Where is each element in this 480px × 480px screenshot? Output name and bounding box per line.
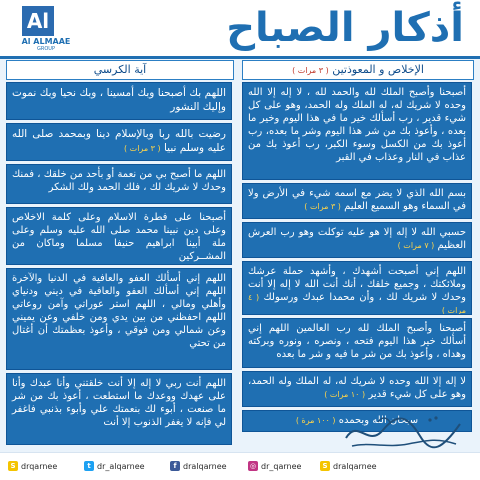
dhikr-text: حسبي الله لا إله إلا هو عليه توكلت وهو رب العرش العظيم [248, 227, 466, 251]
dhikr-text: أصبحنا على فطرة الاسلام وعلى كلمة الاخلاص وعلى دين نبينا محمد صلى الله عليه وسلم وعلى ملة أبينا ابراهيم حنيفا مسلما وماكان من المشــركين [12, 212, 226, 262]
dhikr-card [242, 82, 472, 180]
dhikr-text: رضيت بالله ربا وبالإسلام دينا وبمحمد صلى الله عليه وسلم نبيا [12, 128, 226, 154]
repeat-count: ( ١٠٠ مرة ) [295, 416, 336, 425]
repeat-count: ( ٣ مرات ) [124, 144, 161, 153]
snapchat-icon: S [320, 461, 330, 471]
dhikr-card [6, 373, 232, 445]
dhikr-text: اللهم ما أصبح بي من نعمة أو بأحد من خلقك ، فمنك وحدك لا شريك لك ، فلك الحمد ولك الشكر [12, 169, 226, 193]
social-handle[interactable] [8, 461, 57, 471]
dhikr-text: اللهم إني أسألك العفو والعافية في الدنيا والآخرة اللهم إني أسألك العفو والعافية في ديني ودنياي وأهلي ومالي ، اللهم استر عوراتي وآمن روعاتي اللهم احفظني من بين يدي ومن خلفي وعن يميني وعن شمالي ومن فوقي ، وأعوذ بعظمتك أن أغتال من تحتي [12, 273, 226, 349]
dhikr-text: اللهم إني أصبحت أشهدك ، وأشهد حملة عرشك وملائكتك ، وجميع خلقك ، أنك أنت الله لا إله إلا أنت وحدك لا شريك لك ، وأن محمدا عبدك ورسولك [248, 266, 467, 303]
snapchat-icon: S [8, 461, 18, 471]
social-handle[interactable] [320, 461, 377, 471]
repeat-count: ( ٣ مرات ) [304, 202, 341, 211]
facebook-icon: f [170, 461, 180, 471]
header [0, 0, 480, 59]
dhikr-card [6, 268, 232, 370]
handle-label: drqarnee [21, 461, 58, 471]
dhikr-text: أصبحنا وأصبح الملك لله والحمد لله ، لا إله إلا الله وحده لا شريك له، له الملك وله الحمد، وهو على كل شيء قدير ، رب أسألك خير ما في هذا اليوم وخير ما بعده ، وأعوذ بك من شر هذا اليوم وشر ما بعده، رب أعوذ بك من الكسل وسوء الكبر، رب أعوذ بك من عذاب في النار وعذاب في القبر [248, 87, 466, 163]
logo-group: GROUP [37, 46, 55, 52]
left-column-heading [6, 60, 234, 80]
dhikr-text: سبحان الله وبحمده [338, 415, 419, 426]
footer [0, 452, 480, 480]
dhikr-card [242, 261, 472, 315]
dhikr-text: اللهم أنت ربي لا إله إلا أنت خلقتني وأنا عبدك وأنا على عهدك ووعدك ما استطعت ، أعوذ بك من شر ما صنعت ، أبوء لك بنعمتك علي وأبوء بذنبي فاغفر لي فإنه لا يغفر الذنوب إلا أنت [12, 378, 226, 428]
dhikr-card [242, 183, 472, 219]
page-title: أذكار الصباح [226, 5, 464, 51]
logo-name: Al ALMAAE [21, 37, 71, 46]
dhikr-card [6, 207, 232, 265]
logo-mark: Al [22, 6, 54, 36]
right-heading-count: ( ٣ مرات ) [292, 66, 329, 75]
dhikr-card [242, 371, 472, 407]
repeat-count: ( ٤ مرات ) [248, 293, 466, 315]
dhikr-card [6, 82, 232, 120]
right-heading-label: الإخلاص و المعوذتين [332, 63, 424, 76]
handle-label: dralqarnee [333, 461, 377, 471]
repeat-count: ( ١٠ مرات ) [324, 390, 366, 399]
brand-logo [14, 6, 78, 52]
dhikr-text: أصبحنا وأصبح الملك لله رب العالمين اللهم إني أسألك خير هذا اليوم فتحه ، ونصره ، ونوره وبركته وهداه ، وأعوذ بك من شر ما فيه و شر ما بعده [248, 323, 466, 360]
repeat-count: ( ٧ مرات ) [397, 241, 435, 250]
dhikr-text: بسم الله الذي لا يضر مع اسمه شيء في الأرض ولا في السماء وهو السميع العليم [248, 188, 466, 212]
dhikr-card [242, 318, 472, 368]
handle-label: dr_alqarnee [97, 461, 145, 471]
social-handle[interactable] [84, 461, 145, 471]
left-heading-label: آية الكرسي [93, 63, 147, 76]
right-column-heading [242, 60, 474, 80]
handle-label: dr_qarnee [261, 461, 302, 471]
dhikr-text: اللهم بك أصبحنا وبك أمسينا ، وبك نحيا وبك نموت وإليك النشور [12, 87, 226, 113]
calligraphy-signature [338, 408, 468, 454]
handle-label: dralqarnee [183, 461, 227, 471]
twitter-icon: t [84, 461, 94, 471]
dhikr-card [242, 222, 472, 258]
social-handle[interactable] [248, 461, 301, 471]
instagram-icon: ◎ [249, 462, 257, 470]
social-handle[interactable] [170, 461, 227, 471]
dhikr-card [6, 123, 232, 161]
dhikr-text: لا إله إلا الله وحده لا شريك له، له الملك وله الحمد، وهو على كل شيء قدير [248, 376, 466, 400]
dhikr-card [6, 164, 232, 204]
